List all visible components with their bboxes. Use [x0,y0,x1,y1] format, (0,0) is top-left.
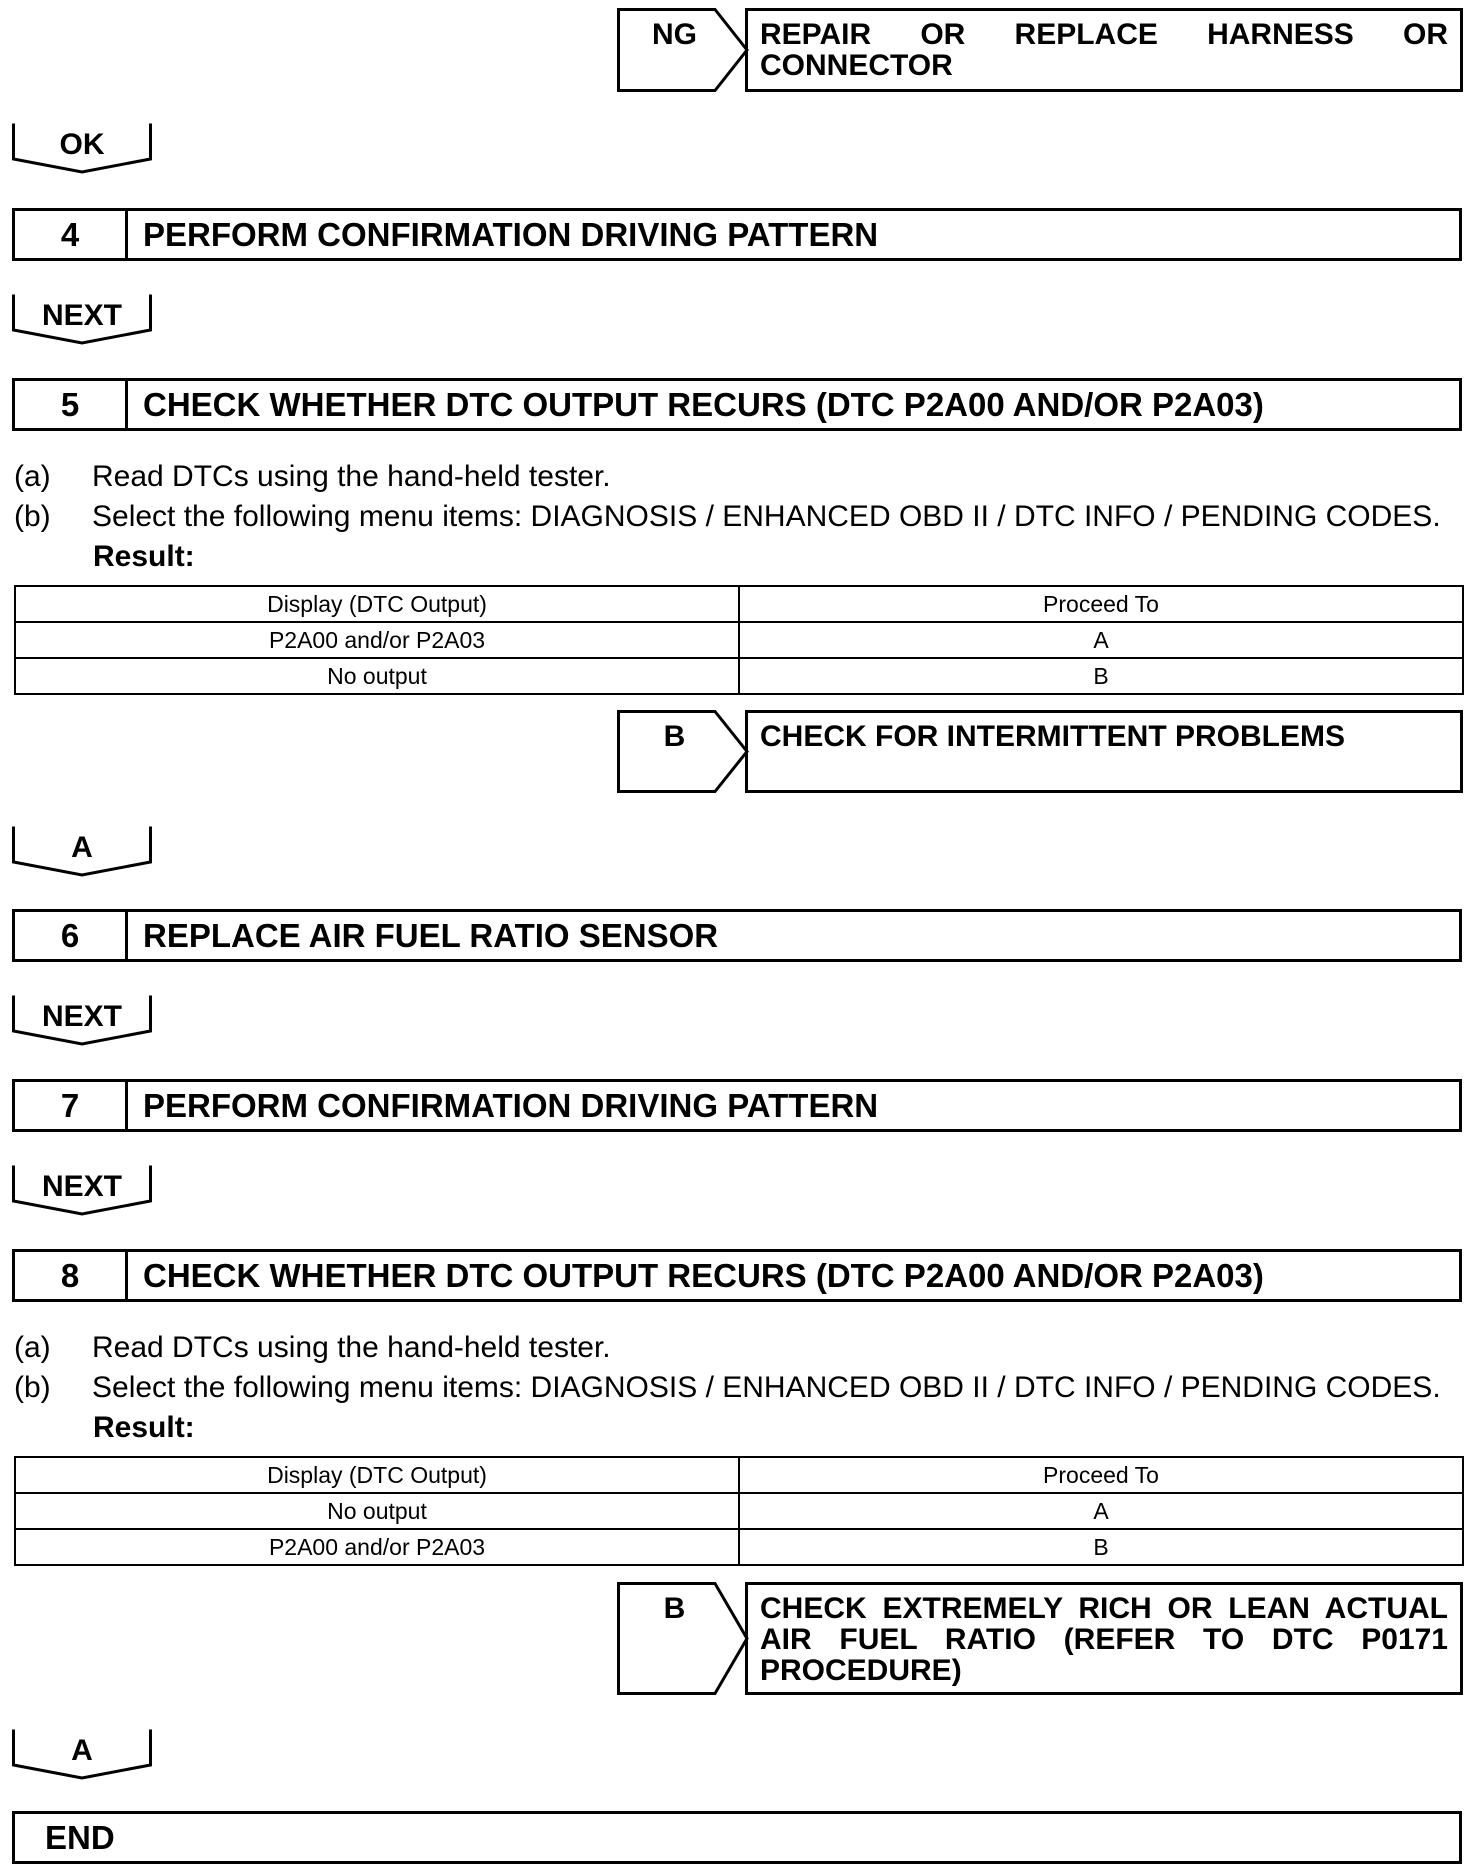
step-4-header [12,208,1462,261]
table-row [15,622,1463,658]
instruction-label: (a) [14,460,51,493]
table-cell: No output [15,1493,739,1529]
table-header-row [15,1457,1463,1493]
a-tag-label: A [71,831,93,864]
ng-branch-arrow [617,8,749,92]
table-row [15,1493,1463,1529]
b-branch-label: B [663,720,686,753]
step-number: 5 [15,381,128,428]
ng-action-text: REPAIR OR REPLACE HARNESS OR CONNECTOR [760,18,1448,82]
result-table-1 [14,585,1464,695]
next-tag [12,994,152,1046]
a-tag [12,825,152,877]
b-branch-arrow [617,1582,749,1695]
result-table-2 [14,1456,1464,1566]
ng-branch-label: NG [652,18,697,51]
b-action-box [745,710,1463,793]
table-header: Proceed To [739,1457,1463,1493]
step-8-header [12,1249,1462,1302]
table-cell: B [739,1529,1463,1565]
table-row [15,1529,1463,1565]
step-number: 6 [15,912,128,959]
instruction-text: Read DTCs using the hand-held tester. [92,460,611,493]
table-row [15,658,1463,694]
step-number: 8 [15,1252,128,1299]
next-tag-label: NEXT [41,1000,122,1033]
table-header: Display (DTC Output) [15,1457,739,1493]
step-5-header [12,378,1462,431]
next-tag-label: NEXT [41,1170,122,1203]
table-header-row [15,586,1463,622]
ok-tag [12,122,152,174]
step-title: CHECK WHETHER DTC OUTPUT RECURS (DTC P2A00 AND/OR P2A03) [143,1256,1264,1294]
ok-tag-label: OK [59,128,105,161]
next-tag [12,293,152,345]
next-tag-label: NEXT [41,299,122,332]
b-branch-arrow [617,710,749,793]
a-tag-label: A [71,1734,93,1767]
step-title: PERFORM CONFIRMATION DRIVING PATTERN [143,1086,879,1124]
step-title: REPLACE AIR FUEL RATIO SENSOR [143,916,719,954]
table-cell: No output [15,658,739,694]
step-title: PERFORM CONFIRMATION DRIVING PATTERN [143,215,879,253]
step-7-header [12,1079,1462,1132]
table-cell: A [739,622,1463,658]
instruction-text: Select the following menu items: DIAGNOSIS / ENHANCED OBD II / DTC INFO / PENDING CODES. [92,1371,1441,1404]
table-cell: P2A00 and/or P2A03 [15,622,739,658]
b-action-box-2 [745,1582,1463,1695]
step-6-header [12,909,1462,962]
step-title: CHECK WHETHER DTC OUTPUT RECURS (DTC P2A00 AND/OR P2A03) [143,385,1264,423]
result-label: Result: [93,1411,195,1444]
step-number: 4 [15,211,128,258]
instruction-label: (a) [14,1331,51,1364]
ng-action-box [745,8,1463,92]
table-header: Proceed To [739,586,1463,622]
table-cell: A [739,1493,1463,1529]
instruction-text: Read DTCs using the hand-held tester. [92,1331,611,1364]
table-cell: B [739,658,1463,694]
b-branch-label: B [663,1592,686,1625]
a-tag [12,1728,152,1780]
table-cell: P2A00 and/or P2A03 [15,1529,739,1565]
end-box [12,1811,1462,1864]
end-label: END [45,1818,115,1856]
instruction-label: (b) [14,500,51,533]
instruction-label: (b) [14,1371,51,1404]
table-header: Display (DTC Output) [15,586,739,622]
step-number: 7 [15,1082,128,1129]
result-label: Result: [93,540,195,573]
b-action-text: CHECK FOR INTERMITTENT PROBLEMS [760,720,1345,753]
instruction-text: Select the following menu items: DIAGNOSIS / ENHANCED OBD II / DTC INFO / PENDING CODES. [92,500,1441,533]
next-tag [12,1164,152,1216]
b-action-text: CHECK EXTREMELY RICH OR LEAN ACTUAL AIR FUEL RATIO (REFER TO DTC P0171 PROCEDURE) [760,1592,1448,1687]
